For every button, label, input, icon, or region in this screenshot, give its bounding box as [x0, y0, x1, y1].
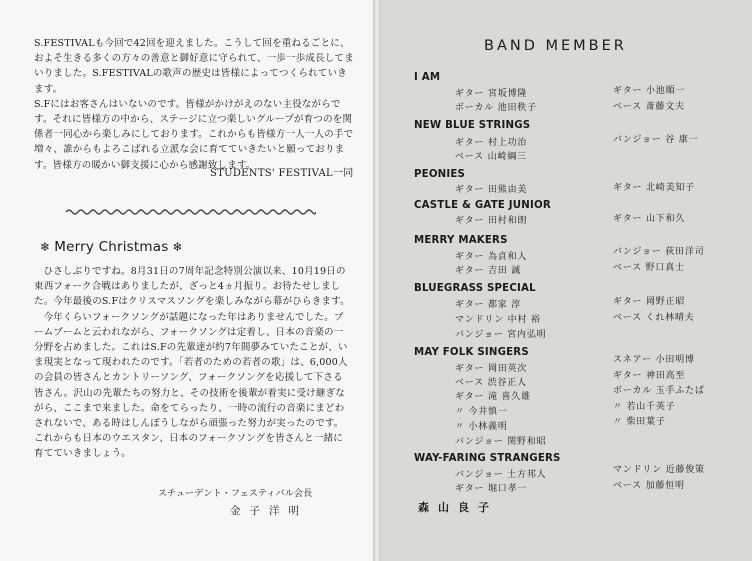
band-member-title: BAND MEMBER — [484, 38, 627, 54]
member-entry: ベース 山崎綱三 — [455, 152, 527, 162]
member-entry: ベース 渋谷正人 — [455, 378, 527, 388]
solo-artist: 森山良子 — [418, 501, 498, 514]
band-name: I AM — [414, 72, 441, 83]
member-entry: ギター 山下和久 — [613, 214, 686, 224]
member-entry: バンジョー 土方邦人 — [455, 470, 547, 480]
member-entry: 〃 柴田葉子 — [613, 417, 666, 427]
president-title: スチューデント・フェスティバル会長 — [158, 489, 313, 499]
member-entry: ギター 田村和朗 — [455, 216, 528, 226]
band-name: MAY FOLK SINGERS — [414, 347, 529, 358]
member-entry: 〃 若山千英子 — [613, 402, 676, 412]
member-entry: ギター 神田高至 — [613, 371, 686, 381]
member-entry: ギター 村上功治 — [455, 138, 528, 148]
member-entry: バンジョー 関野和昭 — [455, 437, 547, 447]
member-entry: ギター 滝 喜久雄 — [455, 392, 531, 402]
member-entry: ギター 岡野正昭 — [613, 297, 686, 307]
member-entry: バンジョー 谷 康一 — [613, 135, 699, 145]
member-entry: ギター 岡田英次 — [455, 364, 528, 374]
member-entry: ギター 吉田 誠 — [455, 266, 522, 276]
member-entry: ギター 宮坂博隆 — [455, 89, 528, 99]
festival-signature: STUDENTS' FESTIVAL一同 — [210, 168, 354, 179]
member-entry: 〃 今井慎一 — [455, 407, 508, 417]
member-entry: バンジョー 宮内弘明 — [455, 330, 547, 340]
member-entry: マンドリン 中村 裕 — [455, 315, 541, 325]
member-entry: スネアー 小田明博 — [613, 355, 695, 365]
member-entry: バンジョー 荻田洋司 — [613, 247, 705, 257]
member-entry: ベース 野口真士 — [613, 263, 685, 273]
band-name: WAY-FARING STRANGERS — [414, 453, 561, 464]
band-name: NEW BLUE STRINGS — [414, 120, 531, 131]
member-entry: ギター 小池順一 — [613, 86, 686, 96]
president-name: 金子洋明 — [230, 505, 308, 517]
intro-paragraph-1: S.FESTIVALも今回で42回を迎えました。こうして回を重ねるごとに、およそ生きる多くの方々の善意と御好意に守られて、一歩一歩成長してまいりました。S.FESTIVALの歌声の歴史は皆様によってつくられていきます。 — [34, 38, 354, 95]
member-entry: ギター 為貞和人 — [455, 252, 528, 262]
member-entry: マンドリン 近藤俊策 — [613, 465, 705, 475]
snowflake-icon: ❄ — [40, 240, 51, 254]
member-entry: ベース 斎藤文夫 — [613, 102, 685, 112]
member-entry: ギター 田熊由美 — [455, 185, 528, 195]
snowflake-icon: ❄ — [172, 240, 183, 254]
band-name: MERRY MAKERS — [414, 235, 508, 246]
band-name: PEONIES — [414, 169, 466, 180]
member-entry: ギター 堀口孝一 — [455, 484, 528, 494]
band-name: BLUEGRASS SPECIAL — [414, 283, 536, 294]
member-entry: ギター 北崎美知子 — [613, 183, 695, 193]
member-entry: ベース 加藤恒明 — [613, 481, 685, 491]
member-entry: 〃 小林義明 — [455, 422, 508, 432]
member-entry: ボーカル 池田秩子 — [455, 103, 537, 113]
xmas-paragraph-1: ひさしぶりですね。8月31日の7周年記念特別公演以来、10月19日の東西フォーク合戦はありましたが、ざっと4ヵ月振り。お待たせしました。今年最後のS.Fはクリスマスソングを楽しみながら幕がひらきます。 — [34, 266, 350, 308]
band-name: CASTLE & GATE JUNIOR — [414, 200, 551, 211]
member-entry: ボーカル 玉手ふたば — [613, 386, 705, 396]
member-entry: ギター 都家 淳 — [455, 300, 522, 310]
merry-christmas-text: Merry Christmas — [54, 239, 169, 255]
member-entry: ベース くれ林晴夫 — [613, 313, 695, 323]
xmas-paragraph-2: 今年くらいフォークソングが話題になった年はありませんでした。ブームブームと云われながら、フォークソングは定着し、日本の音楽の一分野を占めました。これはS.Fの先輩達が約7年間夢みていたことが、いま現実となって現われたのです。「若者のための若者の歌」は、6,000人の会員の皆さんとカントリーソング、フォークソングを応援して下さる皆さん。沢山の先輩たちの努力と、その技術を後輩が着実に受け継ぎながら、ここまで来ました。命をてらったり、一時の流行の音楽にまどわされないで、ある時はしんぼうしながら頑張った努力が実ったのです。これからも日本のウエスタン、日本のフォークソングを皆さんと一緒に育てていきましょう。 — [34, 311, 348, 460]
intro-paragraph-2: S.Fにはお客さんはいないのです。皆様がかけがえのない主役ながらです。それに皆様方の中から、ステージに立つ楽しいグループが育つのを関係者一同心から楽しみにしております。これからも皆様方一人一人の手で増々、誰からもよろこばれる立派な会に育てていきたいと願っております。皆様方の暖かい御支援に心から感謝致します。 — [34, 98, 354, 171]
